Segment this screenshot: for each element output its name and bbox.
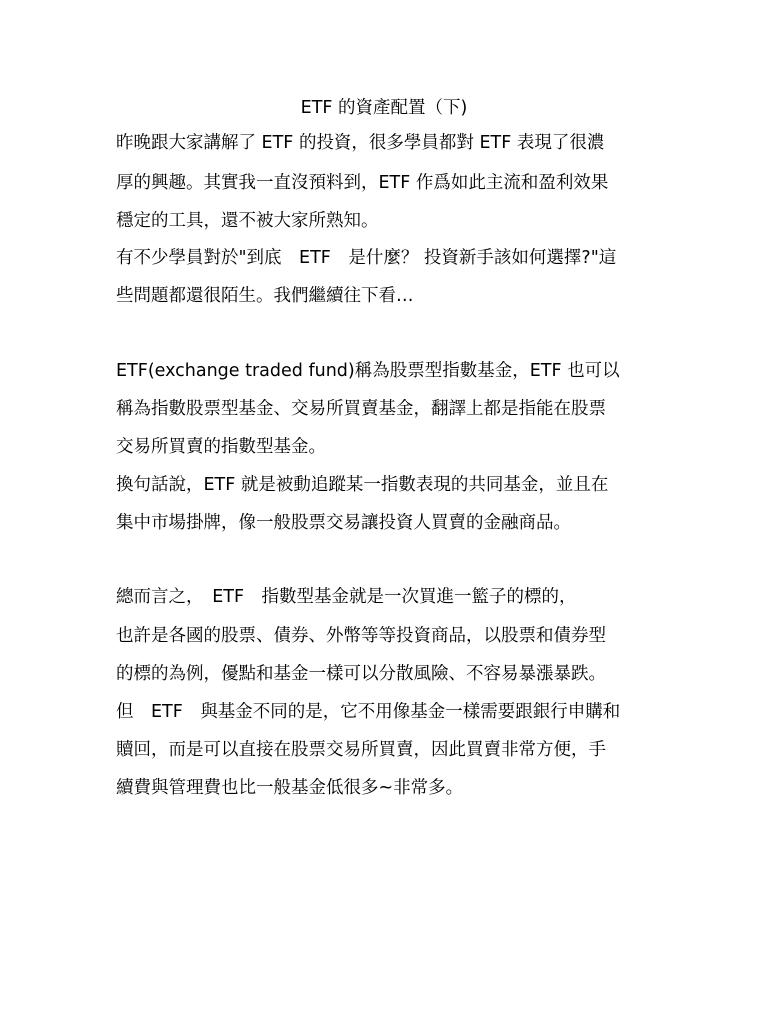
document-title: ETF 的資產配置（下): [300, 98, 468, 118]
paragraph-3-line-2: 稱為指數股票型基金、交易所買賣基金，翻譯上都是指能在股票: [116, 399, 606, 419]
paragraph-1-line-3: 穩定的工具，還不被大家所熟知。: [116, 211, 379, 231]
paragraph-1-line-1: 昨晚跟大家講解了 ETF 的投資，很多學員都對 ETF 表現了很濃: [116, 133, 605, 153]
paragraph-2-line-1: 有不少學員對於"到底 ETF 是什麼？ 投資新手該如何選擇?"這: [116, 248, 617, 268]
paragraph-5-line-1: 總而言之， ETF 指數型基金就是一次買進一籃子的標的，: [116, 587, 577, 607]
paragraph-5-line-3: 的標的為例，優點和基金一樣可以分散風險、不容易暴漲暴跌。: [116, 664, 606, 684]
paragraph-4-line-1: 換句話說，ETF 就是被動追蹤某一指數表現的共同基金，並且在: [116, 475, 609, 495]
paragraph-5-line-6: 續費與管理費也比一般基金低很多~非常多。: [116, 778, 464, 798]
paragraph-3-line-3: 交易所買賣的指數型基金。: [116, 437, 326, 457]
paragraph-4-line-2: 集中市場掛牌，像一般股票交易讓投資人買賣的金融商品。: [116, 513, 571, 533]
paragraph-3-line-1: ETF(exchange traded fund)稱為股票型指數基金，ETF 也可以: [116, 361, 620, 381]
paragraph-5-line-5: 贖回，而是可以直接在股票交易所買賣，因此買賣非常方便，手: [116, 740, 606, 760]
paragraph-5-line-2: 也許是各國的股票、債券、外幣等等投資商品，以股票和債券型: [116, 626, 606, 646]
paragraph-1-line-2: 厚的興趣。其實我一直沒預料到，ETF 作爲如此主流和盈利效果: [116, 173, 609, 193]
paragraph-5-line-4: 但 ETF 與基金不同的是，它不用像基金一樣需要跟銀行申購和: [116, 702, 621, 722]
paragraph-2-line-2: 些問題都還很陌生。我們繼續往下看…: [116, 286, 414, 306]
